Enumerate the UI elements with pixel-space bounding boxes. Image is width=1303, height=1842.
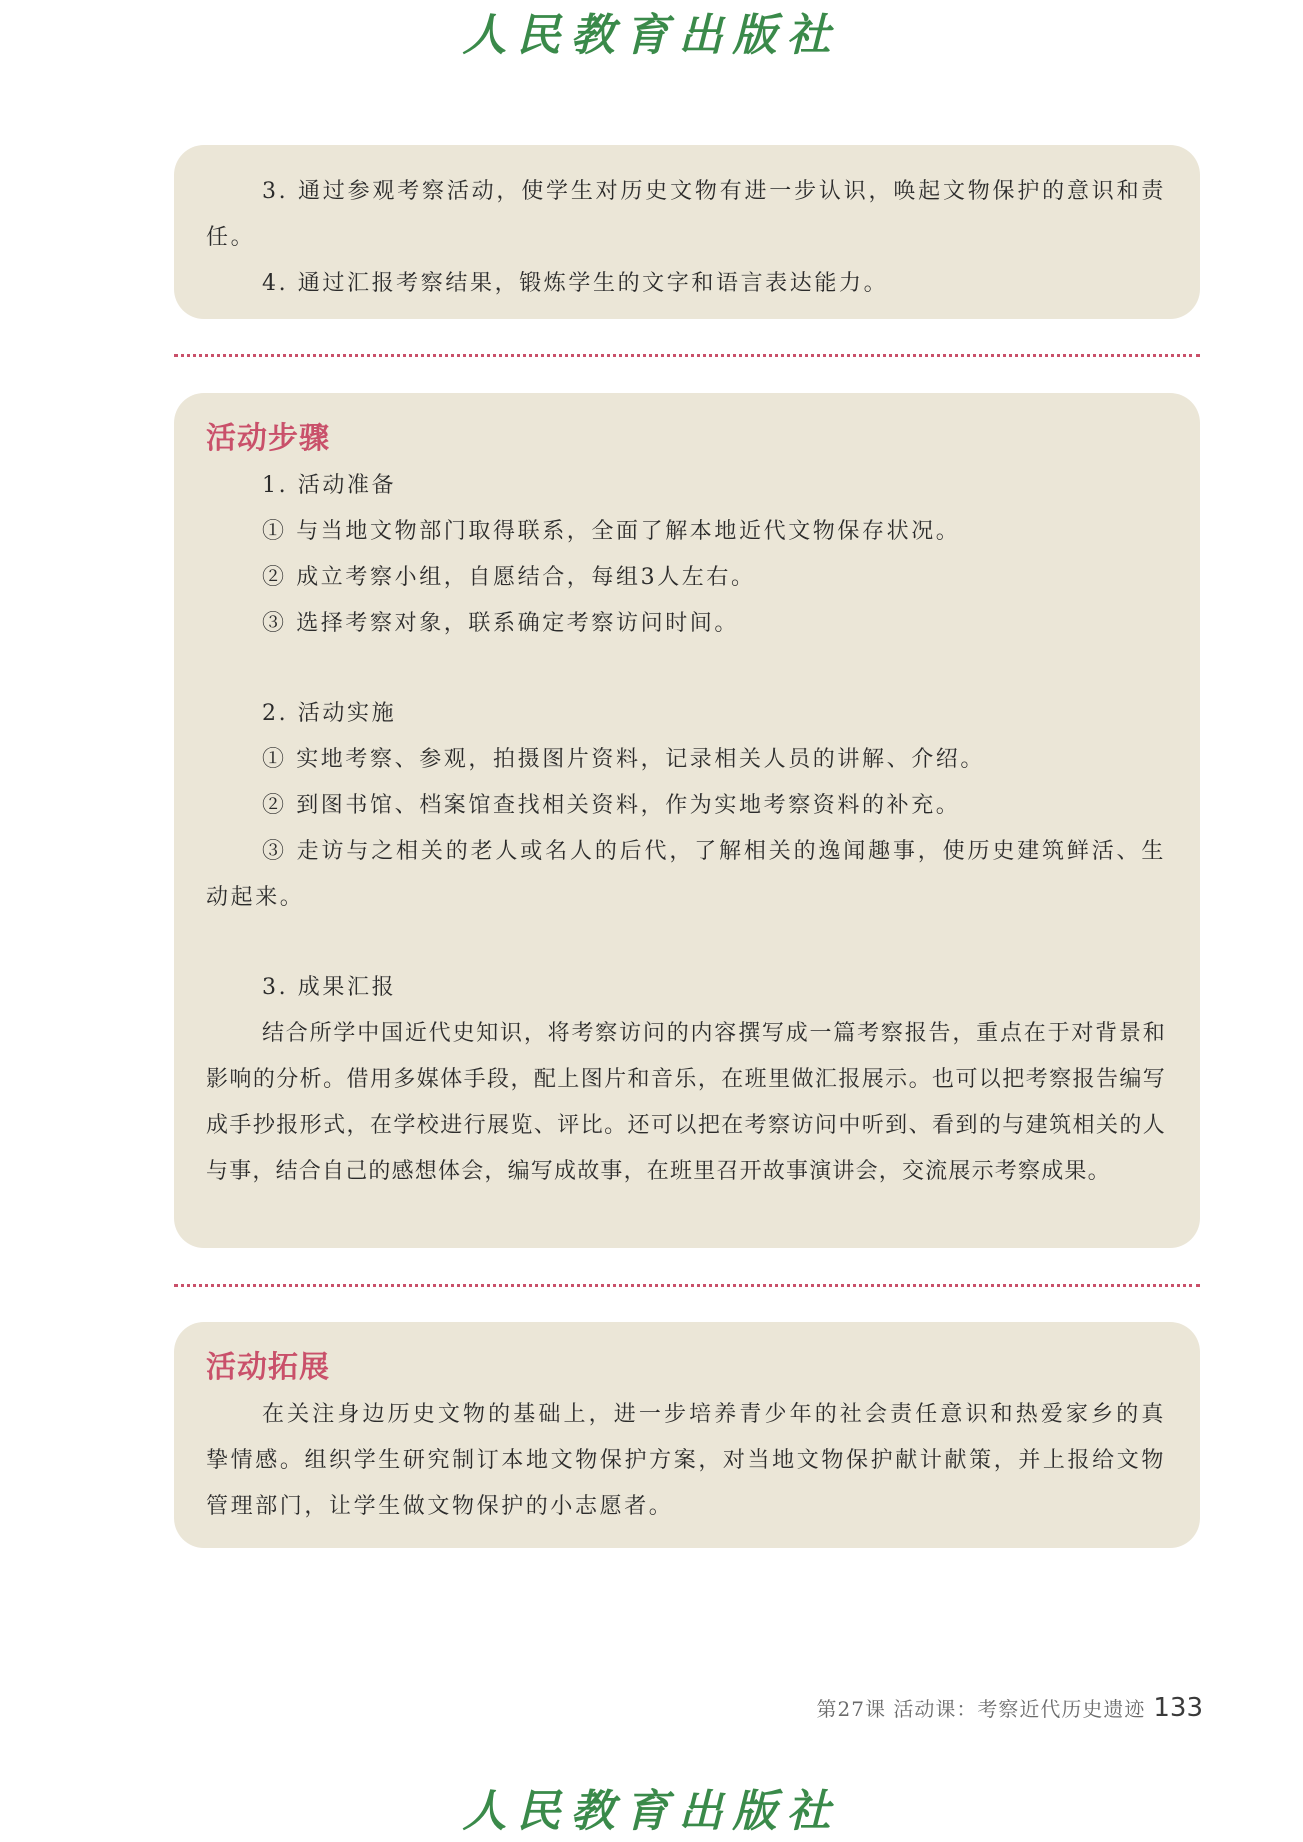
section-title-extension: 活动拓展 bbox=[206, 1350, 330, 1385]
objective-3: 3. 通过参观考察活动，使学生对历史文物有进一步认识，唤起文物保护的意识和责任。 bbox=[206, 179, 1166, 250]
prep-item-2: ② 成立考察小组，自愿结合，每组3人左右。 bbox=[262, 565, 756, 590]
publisher-logo-bottom: 人民教育出版社 bbox=[462, 1786, 841, 1837]
impl-item-3: ③ 走访与之相关的老人或名人的后代，了解相关的逸闻趣事，使历史建筑鲜活、生动起来。 bbox=[206, 839, 1166, 910]
step-heading-prep: 1. 活动准备 bbox=[262, 473, 397, 498]
objective-4: 4. 通过汇报考察结果，锻炼学生的文字和语言表达能力。 bbox=[262, 271, 889, 296]
prep-item-3: ③ 选择考察对象，联系确定考察访问时间。 bbox=[262, 611, 739, 636]
spacer bbox=[206, 647, 1166, 691]
spacer bbox=[206, 921, 1166, 965]
dotted-divider bbox=[174, 1284, 1200, 1287]
page-footer bbox=[817, 1694, 1203, 1723]
impl-item-1: ① 实地考察、参观，拍摄图片资料，记录相关人员的讲解、介绍。 bbox=[262, 747, 985, 772]
report-text: 结合所学中国近代史知识，将考察访问的内容撰写成一篇考察报告，重点在于对背景和影响的分析。借用多媒体手段，配上图片和音乐，在班里做汇报展示。也可以把考察报告编写成手抄报形式，在学校进行展览、评比。还可以把在考察访问中听到、看到的与建筑相关的人与事，结合自己的感想体会，编写成故事，在班里召开故事演讲会，交流展示考察成果。 bbox=[206, 1021, 1166, 1184]
dotted-divider bbox=[174, 354, 1200, 357]
extension-text: 在关注身边历史文物的基础上，进一步培养青少年的社会责任意识和热爱家乡的真挚情感。组织学生研究制订本地文物保护方案，对当地文物保护献计献策，并上报给文物管理部门，让学生做文物保护的小志愿者。 bbox=[206, 1402, 1166, 1519]
step-heading-impl: 2. 活动实施 bbox=[262, 701, 397, 726]
impl-item-2: ② 到图书馆、档案馆查找相关资料，作为实地考察资料的补充。 bbox=[262, 793, 961, 818]
publisher-logo-top: 人民教育出版社 bbox=[462, 10, 841, 61]
page-number: 133 bbox=[1153, 1693, 1203, 1723]
step-heading-report: 3. 成果汇报 bbox=[262, 975, 397, 1000]
activity-extension-box bbox=[174, 1322, 1200, 1548]
lesson-title: 第27课 活动课：考察近代历史遗迹 bbox=[816, 1697, 1146, 1721]
prep-item-1: ① 与当地文物部门取得联系，全面了解本地近代文物保存状况。 bbox=[262, 519, 961, 544]
objectives-box bbox=[174, 145, 1200, 319]
section-title-steps: 活动步骤 bbox=[206, 421, 330, 456]
activity-steps-box bbox=[174, 393, 1200, 1248]
